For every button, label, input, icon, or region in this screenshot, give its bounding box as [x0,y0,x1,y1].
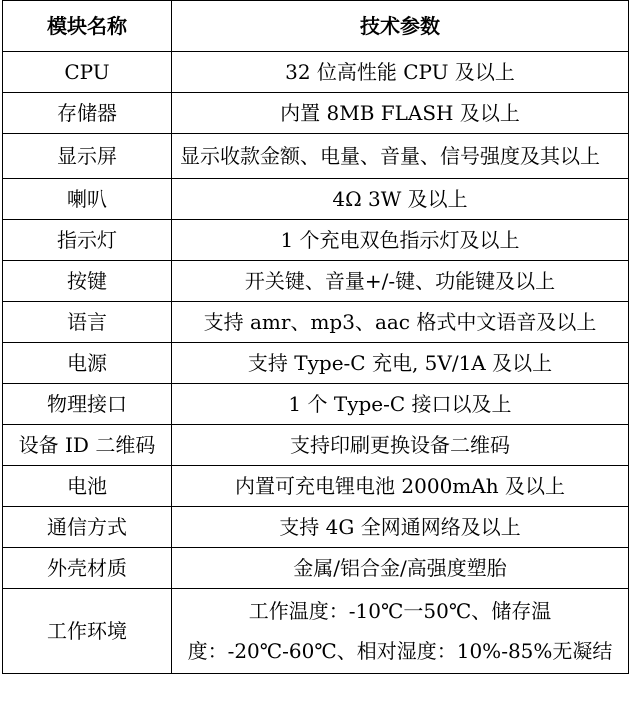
tech-param-cell: 4Ω 3W 及以上 [172,179,629,220]
table-row [3,548,629,589]
tech-param-cell: 开关键、音量+/-键、功能键及以上 [172,261,629,302]
tech-param-cell: 支持 amr、mp3、aac 格式中文语音及以上 [172,302,629,343]
module-name-cell: 工作环境 [3,589,172,674]
tech-param-cell: 支持印刷更换设备二维码 [172,425,629,466]
module-name-cell: 外壳材质 [3,548,172,589]
table-row [3,507,629,548]
module-name-cell: 通信方式 [3,507,172,548]
table-row [3,179,629,220]
module-name-cell: CPU [3,52,172,93]
module-name-cell: 喇叭 [3,179,172,220]
module-name-cell: 物理接口 [3,384,172,425]
module-name-cell: 电源 [3,343,172,384]
tech-param-cell: 1 个充电双色指示灯及以上 [172,220,629,261]
module-name-cell: 指示灯 [3,220,172,261]
module-name-cell: 电池 [3,466,172,507]
tech-param-cell: 工作温度：-10℃一50℃、储存温度：-20℃-60℃、相对湿度：10%-85%无凝结 [172,589,629,674]
table-row [3,425,629,466]
tech-param-cell: 支持 4G 全网通网络及以上 [172,507,629,548]
tech-param-cell: 显示收款金额、电量、音量、信号强度及其以上 [172,134,629,179]
table-row [3,384,629,425]
header-tech-params: 技术参数 [172,1,629,52]
header-module-name: 模块名称 [3,1,172,52]
tech-param-cell: 金属/铝合金/高强度塑胎 [172,548,629,589]
table-row [3,52,629,93]
table-row [3,261,629,302]
table-row [3,220,629,261]
table-row [3,589,629,674]
table-row [3,93,629,134]
table-row [3,343,629,384]
spec-table [2,0,629,674]
tech-param-cell: 32 位高性能 CPU 及以上 [172,52,629,93]
table-row [3,466,629,507]
tech-param-cell: 支持 Type-C 充电, 5V/1A 及以上 [172,343,629,384]
module-name-cell: 存储器 [3,93,172,134]
module-name-cell: 设备 ID 二维码 [3,425,172,466]
tech-param-cell: 1 个 Type-C 接口以及上 [172,384,629,425]
table-row [3,302,629,343]
module-name-cell: 显示屏 [3,134,172,179]
module-name-cell: 语言 [3,302,172,343]
table-header-row [3,1,629,52]
module-name-cell: 按键 [3,261,172,302]
table-row [3,134,629,179]
tech-param-cell: 内置 8MB FLASH 及以上 [172,93,629,134]
tech-param-cell: 内置可充电锂电池 2000mAh 及以上 [172,466,629,507]
